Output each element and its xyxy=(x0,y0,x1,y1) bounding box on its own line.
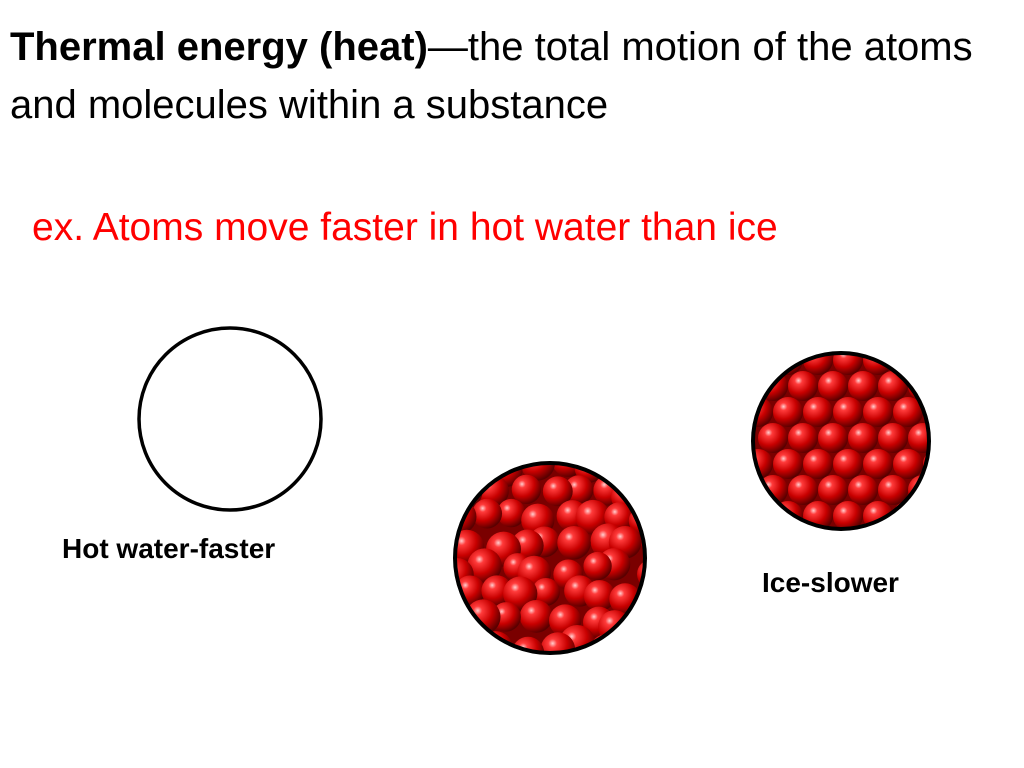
molecule-ball xyxy=(818,423,848,453)
molecule-ball xyxy=(623,460,648,489)
molecule-ball xyxy=(803,449,833,479)
molecule-ball xyxy=(758,423,788,453)
hot-water-molecule-circle xyxy=(136,325,324,513)
molecule-ball xyxy=(452,460,472,481)
molecule-ball xyxy=(863,449,893,479)
molecule-ball xyxy=(773,397,803,427)
title-definition: —the total motion of the atoms and molecules within a substance xyxy=(10,25,973,127)
molecule-ball xyxy=(619,635,648,656)
title-term: Thermal energy (heat) xyxy=(10,25,428,69)
molecule-ball xyxy=(788,475,818,505)
molecule-ball xyxy=(893,501,923,531)
ice-caption: Ice-slower xyxy=(762,567,899,598)
molecule-ball xyxy=(848,475,878,505)
molecule-ball xyxy=(512,475,541,504)
molecule-ball xyxy=(750,350,773,375)
example-text: ex. Atoms move faster in hot water than ice xyxy=(32,206,778,249)
molecule-ball xyxy=(818,371,848,401)
molecule-ball xyxy=(863,397,893,427)
molecule-ball xyxy=(758,527,788,532)
slide-title xyxy=(10,18,1014,134)
molecule-ball xyxy=(645,576,648,611)
molecule-ball xyxy=(818,475,848,505)
liquid-molecules-image xyxy=(452,460,648,656)
molecule-ball xyxy=(466,599,501,634)
molecule-ball xyxy=(788,423,818,453)
hot-water-caption: Hot water-faster xyxy=(62,533,276,564)
molecule-ball xyxy=(848,423,878,453)
molecule-ball xyxy=(833,397,863,427)
molecule-ball xyxy=(452,636,487,656)
molecule-ball xyxy=(557,526,590,559)
molecule-ball xyxy=(878,423,908,453)
molecule-ball xyxy=(803,397,833,427)
molecule-ball xyxy=(893,449,923,479)
molecule-ball xyxy=(908,527,932,532)
molecule-ball xyxy=(788,371,818,401)
molecule-ball xyxy=(923,350,932,375)
molecule-ball xyxy=(520,600,553,633)
molecule-ball xyxy=(630,610,648,643)
molecule-ball xyxy=(788,527,818,532)
molecule-ball xyxy=(465,460,497,481)
molecule-ball xyxy=(848,371,878,401)
molecule-ball xyxy=(606,460,635,481)
molecule-ball xyxy=(923,501,932,531)
molecule-ball xyxy=(641,636,648,656)
molecule-ball xyxy=(833,449,863,479)
ice-molecules-image xyxy=(750,350,932,532)
molecule-ball xyxy=(878,527,908,532)
molecule-ball xyxy=(472,499,502,529)
molecule-ball xyxy=(878,371,908,401)
molecule-ball xyxy=(750,501,773,531)
molecule-ball xyxy=(583,552,611,580)
molecule-ball xyxy=(773,449,803,479)
